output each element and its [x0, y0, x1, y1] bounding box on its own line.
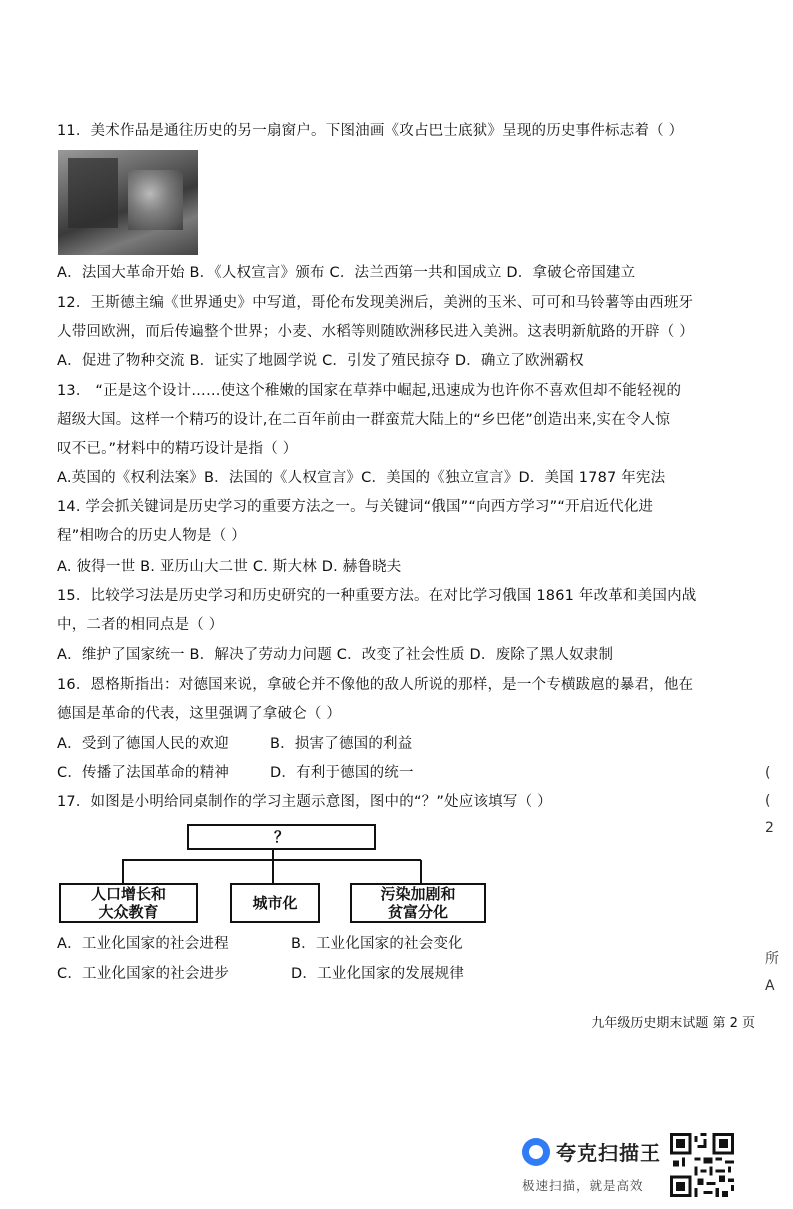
quark-logo-icon	[522, 1138, 550, 1166]
q15-options: A．维护了国家统一 B．解决了劳动力问题 C．改变了社会性质 D．废除了黑人奴隶制	[57, 647, 614, 663]
q12-stem-1: 12．王斯德主编《世界通史》中写道，哥伦布发现美洲后，美洲的玉米、可可和马铃薯等由西班牙	[57, 295, 694, 311]
diagram-box-pollution-wealth-gap: 污染加剧和 贫富分化	[350, 883, 486, 923]
diagram-connector-middle	[272, 860, 274, 884]
q11-options: A．法国大革命开始 B．《人权宣言》颁布 C．法兰西第一共和国成立 D．拿破仑帝国建立	[57, 265, 636, 281]
q14-options: A. 彼得一世 B. 亚历山大二世 C. 斯大林 D. 赫鲁晓夫	[57, 559, 402, 575]
qr-code-icon	[670, 1133, 734, 1197]
diagram-connector-right	[420, 860, 422, 884]
q17-option-d: D．工业化国家的发展规律	[291, 966, 465, 982]
edge-mark: (	[765, 765, 771, 781]
diagram-box-urbanization: 城市化	[230, 883, 320, 923]
q17-option-a: A．工业化国家的社会进程	[57, 936, 229, 952]
q15-stem-1: 15．比较学习法是历史学习和历史研究的一种重要方法。在对比学习俄国 1861 年改革和美国内战	[57, 588, 697, 604]
edge-mark: (	[765, 793, 771, 809]
diagram-top-box: ？	[187, 824, 376, 850]
q16-stem-2: 德国是革命的代表，这里强调了拿破仑（ ）	[57, 706, 342, 722]
brand-slogan: 极速扫描，就是高效	[522, 1178, 644, 1193]
brand-name: 夸克扫描王	[556, 1141, 661, 1165]
q13-stem-2: 超级大国。这样一个精巧的设计,在二百年前由一群蛮荒大陆上的“乡巴佬”创造出来,实在令人惊	[57, 412, 671, 428]
q13-stem-1: 13． “正是这个设计……使这个稚嫩的国家在草莽中崛起,迅速成为也许你不喜欢但却不能轻视的	[57, 383, 682, 399]
edge-mark: 所	[765, 951, 779, 967]
q16-option-d: D．有利于德国的统一	[270, 765, 414, 781]
q14-stem-1: 14. 学会抓关键词是历史学习的重要方法之一。与关键词“俄国”“向西方学习”“开启近代化进	[57, 499, 654, 515]
q16-stem-1: 16．恩格斯指出：对德国来说，拿破仑并不像他的敌人所说的那样，是一个专横跋扈的暴君，他在	[57, 677, 694, 693]
q17-option-b: B．工业化国家的社会变化	[291, 936, 463, 952]
q13-options: A.英国的《权利法案》B．法国的《人权宣言》C．美国的《独立宣言》D．美国 1787 年宪法	[57, 470, 666, 486]
q12-stem-2: 人带回欧洲，而后传遍整个世界；小麦、水稻等则随欧洲移民进入美洲。这表明新航路的开辟（ ）	[57, 324, 694, 340]
q13-stem-3: 叹不已。”材料中的精巧设计是指（ ）	[57, 441, 298, 457]
q16-option-c: C．传播了法国革命的精神	[57, 765, 230, 781]
diagram-box-population-education: 人口增长和 大众教育	[59, 883, 198, 923]
edge-mark: A	[765, 978, 775, 994]
q14-stem-2: 程”相吻合的历史人物是（ ）	[57, 528, 246, 544]
diagram-connector-left	[122, 860, 124, 884]
storming-bastille-painting	[58, 150, 198, 255]
q17-stem: 17．如图是小明给同桌制作的学习主题示意图，图中的“？”处应该填写（ ）	[57, 794, 552, 810]
q15-stem-2: 中，二者的相同点是（ ）	[57, 617, 224, 633]
q11-stem: 11．美术作品是通往历史的另一扇窗户。下图油画《攻占巴士底狱》呈现的历史事件标志着（ ）	[57, 123, 684, 139]
q17-option-c: C．工业化国家的社会进步	[57, 966, 230, 982]
q16-option-a: A．受到了德国人民的欢迎	[57, 736, 229, 752]
q12-options: A．促进了物种交流 B．证实了地圆学说 C．引发了殖民掠夺 D．确立了欧洲霸权	[57, 353, 584, 369]
scanner-brand	[522, 1137, 661, 1166]
edge-mark: 2	[765, 820, 774, 836]
page-footer: 九年级历史期末试题 第 2 页	[591, 1016, 755, 1031]
q16-option-b: B．损害了德国的利益	[270, 736, 413, 752]
